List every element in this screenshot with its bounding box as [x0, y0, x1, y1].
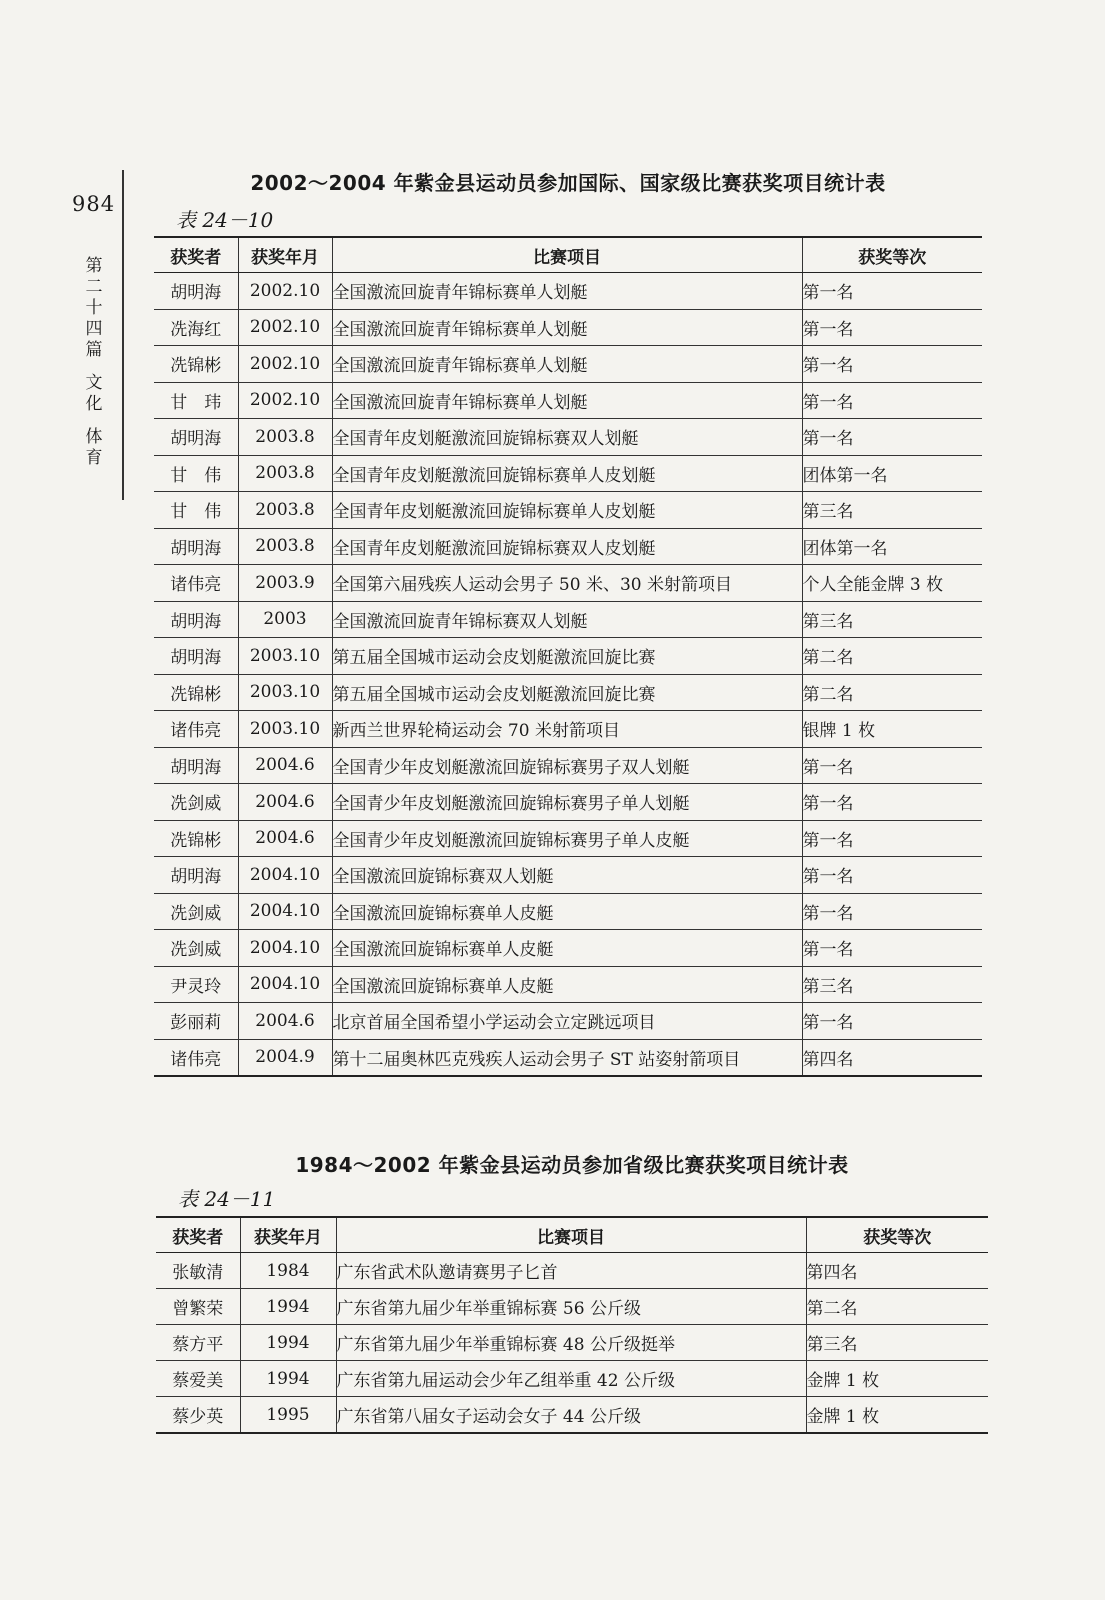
table-row — [156, 1325, 988, 1361]
table-row — [154, 419, 982, 456]
cell-athlete: 诸伟亮 — [154, 565, 238, 602]
table-row — [154, 346, 982, 383]
cell-rank: 个人全能金牌 3 枚 — [802, 565, 982, 602]
cell-event: 全国青年皮划艇激流回旋锦标赛双人皮划艇 — [332, 528, 802, 565]
cell-date: 2004.6 — [238, 747, 332, 784]
side-title-char: 十 — [85, 298, 103, 318]
cell-rank: 第一名 — [802, 309, 982, 346]
cell-event: 广东省武术队邀请赛男子匕首 — [336, 1253, 806, 1289]
cell-event: 全国激流回旋锦标赛单人皮艇 — [332, 930, 802, 967]
cell-rank: 金牌 1 枚 — [806, 1397, 988, 1434]
cell-rank: 第一名 — [802, 820, 982, 857]
cell-athlete: 胡明海 — [154, 273, 238, 310]
table-row — [154, 309, 982, 346]
cell-rank: 第三名 — [802, 601, 982, 638]
cell-rank: 银牌 1 枚 — [802, 711, 982, 748]
table-row — [154, 601, 982, 638]
cell-athlete: 胡明海 — [154, 857, 238, 894]
cell-athlete: 冼剑威 — [154, 930, 238, 967]
table2-number: 表 24－11 — [178, 1187, 276, 1211]
cell-athlete: 诸伟亮 — [154, 711, 238, 748]
cell-event: 全国激流回旋青年锦标赛双人划艇 — [332, 601, 802, 638]
cell-athlete: 冼锦彬 — [154, 674, 238, 711]
cell-date: 2003 — [238, 601, 332, 638]
cell-rank: 第一名 — [802, 382, 982, 419]
header-event: 比赛项目 — [332, 237, 802, 273]
cell-rank: 金牌 1 枚 — [806, 1361, 988, 1397]
cell-athlete: 冼锦彬 — [154, 820, 238, 857]
side-title-char: 文 — [85, 373, 103, 393]
cell-event: 第五届全国城市运动会皮划艇激流回旋比赛 — [332, 638, 802, 675]
cell-athlete: 冼海红 — [154, 309, 238, 346]
cell-rank: 第二名 — [806, 1289, 988, 1325]
table1-title: 2002～2004 年紫金县运动员参加国际、国家级比赛获奖项目统计表 — [250, 171, 886, 195]
header-name: 获奖者 — [154, 237, 238, 273]
cell-date: 2003.10 — [238, 711, 332, 748]
cell-date: 1994 — [240, 1361, 336, 1397]
cell-athlete: 冼锦彬 — [154, 346, 238, 383]
cell-event: 全国青年皮划艇激流回旋锦标赛单人皮划艇 — [332, 492, 802, 529]
header-rank: 获奖等次 — [802, 237, 982, 273]
table-row — [154, 1039, 982, 1076]
header-date: 获奖年月 — [240, 1217, 336, 1253]
table-row — [154, 930, 982, 967]
cell-athlete: 蔡方平 — [156, 1325, 240, 1361]
cell-rank: 第四名 — [806, 1253, 988, 1289]
side-title-char: 四 — [85, 319, 103, 339]
cell-rank: 第一名 — [802, 784, 982, 821]
table-row — [154, 273, 982, 310]
cell-event: 全国激流回旋锦标赛单人皮艇 — [332, 966, 802, 1003]
table-row — [154, 966, 982, 1003]
cell-date: 2003.8 — [238, 419, 332, 456]
cell-rank: 团体第一名 — [802, 528, 982, 565]
cell-date: 2004.6 — [238, 784, 332, 821]
table-row — [156, 1397, 988, 1434]
side-title-char: 体 — [85, 427, 103, 447]
table-row — [154, 893, 982, 930]
side-chapter-title — [84, 258, 104, 471]
cell-event: 全国激流回旋锦标赛单人皮艇 — [332, 893, 802, 930]
cell-event: 全国激流回旋青年锦标赛单人划艇 — [332, 309, 802, 346]
cell-event: 广东省第九届少年举重锦标赛 56 公斤级 — [336, 1289, 806, 1325]
cell-event: 广东省第八届女子运动会女子 44 公斤级 — [336, 1397, 806, 1434]
table1-number: 表 24－10 — [176, 208, 274, 232]
cell-athlete: 曾繁荣 — [156, 1289, 240, 1325]
cell-rank: 第二名 — [802, 674, 982, 711]
cell-athlete: 甘 伟 — [154, 455, 238, 492]
cell-date: 1994 — [240, 1325, 336, 1361]
cell-athlete: 诸伟亮 — [154, 1039, 238, 1076]
cell-athlete: 甘 玮 — [154, 382, 238, 419]
cell-rank: 第一名 — [802, 419, 982, 456]
cell-date: 2004.9 — [238, 1039, 332, 1076]
cell-date: 2004.6 — [238, 820, 332, 857]
cell-rank: 第一名 — [802, 747, 982, 784]
cell-rank: 第一名 — [802, 857, 982, 894]
cell-date: 2003.9 — [238, 565, 332, 602]
cell-athlete: 尹灵玲 — [154, 966, 238, 1003]
cell-rank: 第四名 — [802, 1039, 982, 1076]
cell-rank: 第一名 — [802, 1003, 982, 1040]
table-row — [154, 1003, 982, 1040]
cell-event: 全国青少年皮划艇激流回旋锦标赛男子单人皮艇 — [332, 820, 802, 857]
cell-event: 新西兰世界轮椅运动会 70 米射箭项目 — [332, 711, 802, 748]
cell-rank: 第二名 — [802, 638, 982, 675]
table-row — [154, 711, 982, 748]
cell-athlete: 冼剑威 — [154, 784, 238, 821]
cell-athlete: 甘 伟 — [154, 492, 238, 529]
cell-date: 2003.8 — [238, 455, 332, 492]
cell-date: 2004.10 — [238, 930, 332, 967]
table2-title: 1984～2002 年紫金县运动员参加省级比赛获奖项目统计表 — [295, 1153, 849, 1177]
table-row — [154, 455, 982, 492]
cell-rank: 第一名 — [802, 273, 982, 310]
cell-event: 全国青少年皮划艇激流回旋锦标赛男子双人划艇 — [332, 747, 802, 784]
cell-athlete: 蔡爱美 — [156, 1361, 240, 1397]
header-rank: 获奖等次 — [806, 1217, 988, 1253]
cell-event: 全国激流回旋青年锦标赛单人划艇 — [332, 273, 802, 310]
header-name: 获奖者 — [156, 1217, 240, 1253]
international-awards-table — [154, 236, 982, 1077]
header-date: 获奖年月 — [238, 237, 332, 273]
cell-date: 2004.6 — [238, 1003, 332, 1040]
cell-event: 广东省第九届运动会少年乙组举重 42 公斤级 — [336, 1361, 806, 1397]
side-title-char: 二 — [85, 277, 103, 297]
cell-athlete: 胡明海 — [154, 638, 238, 675]
cell-event: 全国第六届残疾人运动会男子 50 米、30 米射箭项目 — [332, 565, 802, 602]
cell-athlete: 胡明海 — [154, 747, 238, 784]
cell-rank: 第一名 — [802, 893, 982, 930]
side-title-char: 第 — [85, 256, 103, 276]
cell-event: 全国青年皮划艇激流回旋锦标赛双人划艇 — [332, 419, 802, 456]
table-row — [154, 820, 982, 857]
cell-event: 第十二届奥林匹克残疾人运动会男子 ST 站姿射箭项目 — [332, 1039, 802, 1076]
cell-date: 2004.10 — [238, 857, 332, 894]
table-row — [154, 674, 982, 711]
cell-rank: 第三名 — [802, 966, 982, 1003]
table-row — [154, 747, 982, 784]
cell-rank: 第一名 — [802, 346, 982, 383]
cell-event: 全国激流回旋青年锦标赛单人划艇 — [332, 346, 802, 383]
cell-athlete: 胡明海 — [154, 419, 238, 456]
provincial-awards-table — [156, 1216, 988, 1434]
table-row — [154, 565, 982, 602]
cell-date: 1995 — [240, 1397, 336, 1434]
cell-athlete: 蔡少英 — [156, 1397, 240, 1434]
cell-athlete: 张敏清 — [156, 1253, 240, 1289]
cell-date: 2003.8 — [238, 528, 332, 565]
cell-date: 2002.10 — [238, 382, 332, 419]
page-number: 984 — [72, 192, 116, 216]
cell-event: 第五届全国城市运动会皮划艇激流回旋比赛 — [332, 674, 802, 711]
cell-athlete: 彭丽莉 — [154, 1003, 238, 1040]
side-title-char: 化 — [85, 394, 103, 414]
cell-date: 2002.10 — [238, 273, 332, 310]
table-row — [156, 1253, 988, 1289]
cell-date: 1984 — [240, 1253, 336, 1289]
table-row — [154, 382, 982, 419]
cell-date: 1994 — [240, 1289, 336, 1325]
cell-date: 2003.8 — [238, 492, 332, 529]
cell-rank: 团体第一名 — [802, 455, 982, 492]
table-row — [154, 638, 982, 675]
cell-event: 全国激流回旋青年锦标赛单人划艇 — [332, 382, 802, 419]
cell-event: 全国青少年皮划艇激流回旋锦标赛男子单人划艇 — [332, 784, 802, 821]
cell-date: 2002.10 — [238, 309, 332, 346]
side-title-char: 育 — [85, 448, 103, 468]
cell-rank: 第一名 — [802, 930, 982, 967]
table-row — [156, 1289, 988, 1325]
header-event: 比赛项目 — [336, 1217, 806, 1253]
table-row — [154, 784, 982, 821]
side-title-char: 篇 — [85, 340, 103, 360]
cell-event: 广东省第九届少年举重锦标赛 48 公斤级挺举 — [336, 1325, 806, 1361]
cell-athlete: 胡明海 — [154, 601, 238, 638]
cell-date: 2003.10 — [238, 674, 332, 711]
cell-event: 全国激流回旋锦标赛双人划艇 — [332, 857, 802, 894]
cell-rank: 第三名 — [806, 1325, 988, 1361]
table-row — [154, 528, 982, 565]
margin-rule — [122, 170, 124, 500]
table-row — [154, 857, 982, 894]
table-row — [154, 492, 982, 529]
cell-athlete: 冼剑威 — [154, 893, 238, 930]
table-header-row — [156, 1217, 988, 1253]
cell-event: 全国青年皮划艇激流回旋锦标赛单人皮划艇 — [332, 455, 802, 492]
cell-date: 2003.10 — [238, 638, 332, 675]
cell-athlete: 胡明海 — [154, 528, 238, 565]
cell-date: 2002.10 — [238, 346, 332, 383]
cell-date: 2004.10 — [238, 893, 332, 930]
cell-rank: 第三名 — [802, 492, 982, 529]
cell-date: 2004.10 — [238, 966, 332, 1003]
cell-event: 北京首届全国希望小学运动会立定跳远项目 — [332, 1003, 802, 1040]
table-header-row — [154, 237, 982, 273]
table-row — [156, 1361, 988, 1397]
